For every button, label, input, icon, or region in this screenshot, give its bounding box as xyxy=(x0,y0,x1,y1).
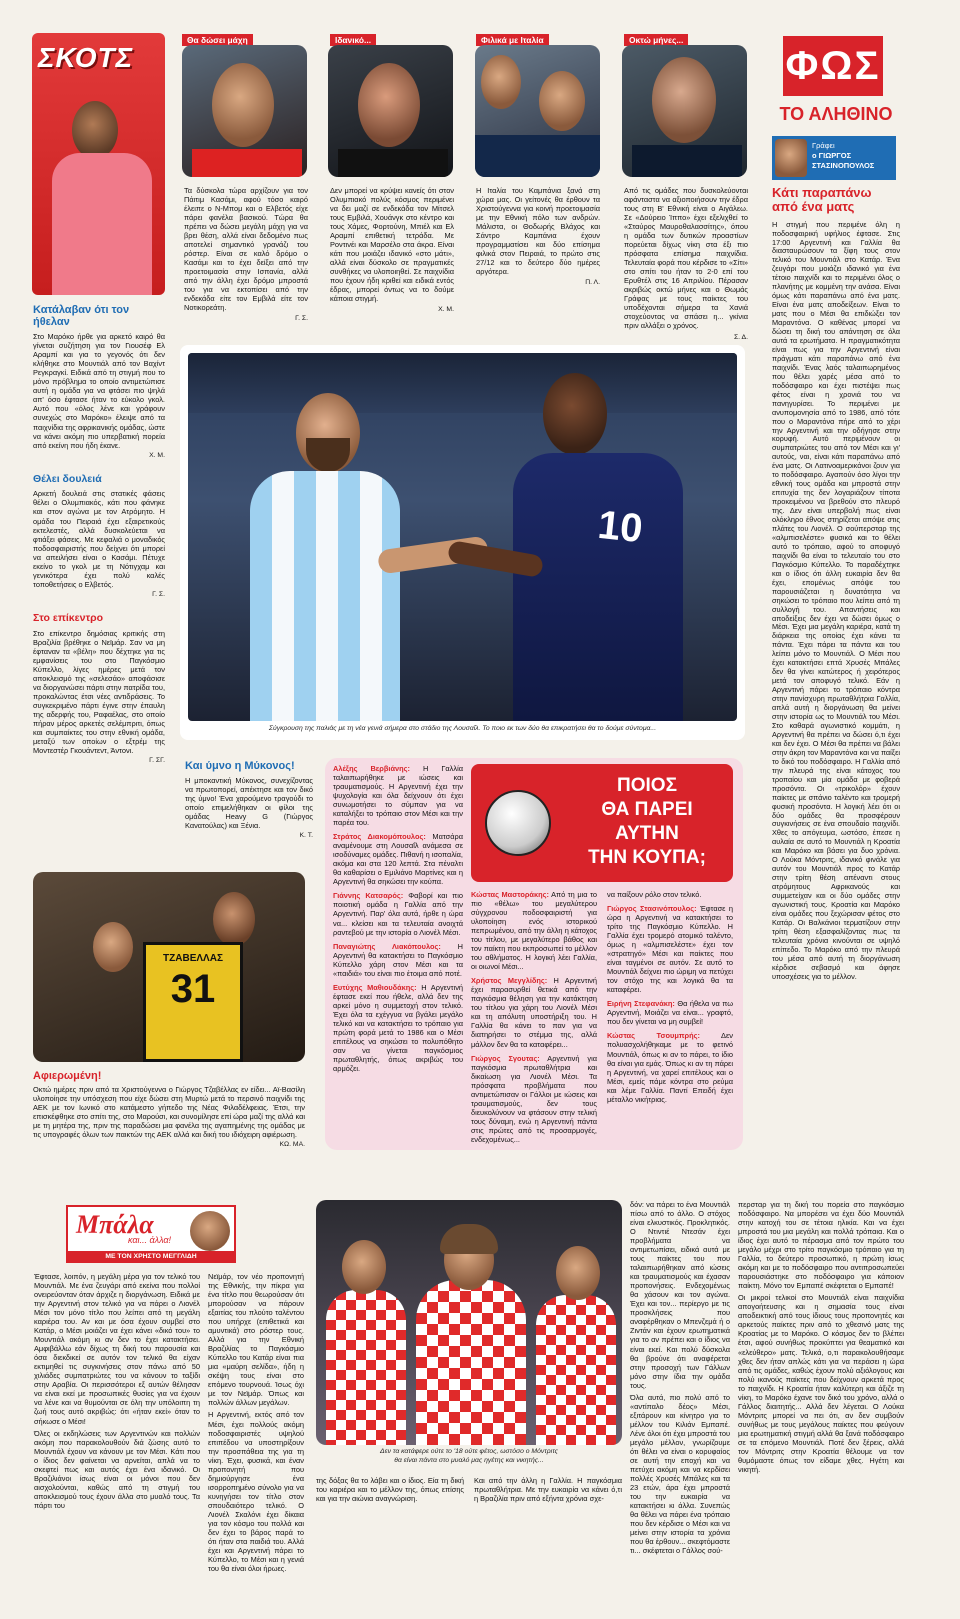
poll-opinion: Έφτασε η ώρα η Αργεντινή να κατακτήσει το τρίτο της Παγκόσμιο Κύπελλο. Η Γαλλία έχει τρομερό ατομικό ταλέντο, όμως η «αλμπισελέστε» έχει τον «στρατηγό» Μέσι και παίκτες που είναι ταγμένοι σε αυτόν. Σε αυτό το Μουντιάλ δείχνει πιο ώριμη να πετύχει τον στόχο της και λογικά θα τα καταφέρει. xyxy=(607,904,733,995)
girl-face xyxy=(93,922,133,972)
author-avatar xyxy=(775,139,807,177)
douleia-heading: Θέλει δουλειά xyxy=(33,472,102,485)
italy-jackets xyxy=(475,135,600,177)
poll-entry xyxy=(607,999,733,1026)
poll-name: Γιώργος Στασινόπουλος: xyxy=(607,904,697,914)
bottom-col1b-text: Όλες οι εκδηλώσεις των Αργεντινών και πολλών ακόμη που παρακολουθούν διά ζώσης αυτό το Μουντιάλ έχουν να κάνουν με τον Μέσι. Κάτι που ο ίδιος δεν φαίνεται να αρνείται, απλά να το σκεφτεί πως και αυτός έχει ένα ιδανικό. Οι Βραζιλιάνοι ίσως είναι οι μόνοι που δεν αισχολούνται, καθώς από τη στιγμή του αποκλεισμού τους έχουν άλλα στο μυαλό τους. Τα πάρτι του xyxy=(34,1428,200,1510)
player-right-kit xyxy=(536,1295,616,1445)
mitsel-face xyxy=(358,63,420,147)
epikentro-text: Στο επίκεντρο δημόσιας κριτικής στη Βραζιλία βρέθηκε ο Νεϊμάρ. Σαν να μη έφταναν τα «βέλη» που δέχτηκε για τις εμφανίσεις του στο Παγκόσμιο Κύπελλο, λίγες ημέρες μετά τον αποκλεισμό της «σελεσάο» αποφάσισε να διοργανώσει πάρτι στην πατρίδα του, προκαλώντας έτσι νέες αντιδράσεις. Το συγκεκριμένο πάρτι έγινε στην έπαυλη της αδερφής του, Ραφαέλας, στο οποίο πήραν μέρος αρκετές σελέμπριτι, όπως και συμπαίκτες του στην εθνική ομάδα, μεταξύ των οποίων ο εξτρέμ της Μοντεστέρ Γκουάντεντ, Άντονι. xyxy=(33,628,165,755)
bottom-col-5 xyxy=(738,1200,904,1477)
croatia-caption-1: Δεν τα κατάφερε ούτε το '18 ούτε φέτος, ωστόσο ο Μόντριτς xyxy=(380,1448,558,1455)
byline-line-2: ο ΓΙΩΡΓΟΣ xyxy=(812,151,852,160)
main-photo-frame xyxy=(180,345,745,740)
italy-face-1 xyxy=(481,55,521,109)
bottom-col3b-text: Και από την άλλη η Γαλλία. Η παγκόσμια πρωταθλήτρια. Με την ευκαιρία να κάνει ό,τι η Βραζιλία πριν από εξήντα χρόνια σχε- xyxy=(474,1476,622,1504)
afieromeni-text: Οκτώ ημέρες πριν από τα Χριστούγεννα ο Γιώργος Τζαβέλλας εν είδει... Αϊ-Βασίλη υλοποίησε την υπόσχεση που είχε δώσει στη Μυρτώ μετά το περσινό παιχνίδι της ΑΕΚ με τον Ιωνικό στο κατάμεστο γήπεδο της Νέας Φιλαδέλφειας. Έτσι, την επισκέφθηκε στο σπίτι της, στο Μαρούσι, και συνομίλησε επί ώρα μαζί της αλλά και με τη μητέρα της, πριν της παραδώσει μια φανέλα της αγαπημένης της ομάδας με τις υπογραφές όλων των παικτών της ΑΕΚ αλλά και δική του ιδιόχειρη αφιέρωση. xyxy=(33,1085,305,1140)
mykonos-heading: Και ύμνο η Μύκονος! xyxy=(185,760,295,772)
bottom-col-1 xyxy=(34,1272,200,1513)
douleia-signature: Γ. Σ. xyxy=(152,590,165,598)
ball-icon xyxy=(485,790,551,856)
italy-signature: Π. Λ. xyxy=(585,279,600,287)
byline-box xyxy=(772,136,896,180)
modric-hair xyxy=(440,1224,498,1254)
kasami-article xyxy=(184,186,308,324)
bottom-col4b-text: Όλα αυτά, πιο πολύ από το «αντίπαλο δέος» Μέσι, εξιτάρουν και κίνητρο για το μέλλον του Κιλιάν Εμπαπέ. Λένε όλοι ότι έχει μπροστά του μεγάλο μέλλον, γνωρίζουμε ότι θέλει να είναι ο κορυφαίος σε αυτή την εποχή και να πετύχει ακόμη και να κερδίσει πολλές Χρυσές Μπάλες και τα 23 ετών, άρα έχει μπροστά του την ευκαιρία να κατακτήσει κι άλλα. Συνεπώς θα θέλει να πάρει ένα τρόπαιο που δεν κέρδισε ο Μέσι και να μείνει στην ιστορία τα χρόνια που θα έρθουν... σκεφτόμαστε τι... σκέφτεται ο Γάλλος σού- xyxy=(630,1392,730,1556)
poll-opinion: Φαβορί και πιο ποιοτική ομάδα η Γαλλία από την Αργεντινή. Παρ' όλα αυτά, ήρθε η ώρα να... κλείσει και τα τελευταία ανοιχτά ραντεβού με την ιστορία ο Λιονέλ Μέσι. xyxy=(333,891,463,937)
poll-entry xyxy=(607,890,733,899)
douleia-text: Αρκετή δουλειά στις στατικές φάσεις θέλει ο Ολυμπιακός, κάτι που φάνηκε και στον αγώνα με τον Ατρόμητο. Η ομάδα του Πειραιά έχει εξαιρετικούς εκτελεστές, αλλά δυσκολεύεται να φτιάξει φάσεις. Με κεφαλιά ο μοναδικός ποδοσφαιριστής που δείχνει ότι μπορεί να απειλήσει είναι ο Κασάμι. Πέτυχε εκείνο το γκολ με τη Νότιγχαμ και γενικότερα έχει πολύ καλές τοποθετήσεις ο Ελβετός. xyxy=(33,489,165,589)
poll-title-4: ΤΗΝ ΚΟΥΠΑ; xyxy=(588,847,706,868)
poll-entry xyxy=(607,1031,733,1103)
mitsel-article xyxy=(330,186,454,315)
left-column xyxy=(33,304,165,765)
left-banner-photo xyxy=(32,33,165,295)
banner-title: ΣΚΟΤΣ xyxy=(38,42,134,73)
logo-strip: ΜΕ ΤΟΝ ΧΡΗΣΤΟ ΜΕΓΓΛΙΔΗ xyxy=(66,1251,236,1263)
mitsel-signature: Χ. Μ. xyxy=(438,306,454,314)
poll-entry xyxy=(607,904,733,994)
crowd-band xyxy=(188,353,737,413)
croatia-caption-2: θα είναι πάντα στο μυαλό μας ηγέτης και νικητής... xyxy=(394,1457,544,1464)
player-jersey xyxy=(52,153,152,295)
bottom-col1-text: Έφτασε, λοιπόν, η μεγάλη μέρα για τον τελικό του Μουντιάλ. Με ένα ζευγάρι από εκείνα που πολλοί ονειρεύονταν όταν άρχιζε η διοργάνωση. Ειδικά με την Αργεντινή στον τελικό για να πάρει ο Λιονέλ Μέσι τον μόνο τίτλο που λείπει από τη μεγάλη καριέρα του. Αν και με όσα έχουν συμβεί στο Κατάρ, ο Μέσι μοιάζει να έχει κάνει «δικό του» το Μουντιάλ ακόμη κι αν δεν το έχει κατακτήσει. Αμφιβάλλω εάν δίχως τη δική του παρουσία και όσα διεκδικεί σε αυτόν τον τελικό θα είχαν εκτιμηθεί τις συγκινήσεις στον πάνω από 50 χιλιάδες συμπατριώτες του να κάνουν το ταξίδι στην Αραβία. Οι περισσότεροι εξ αυτών θέλησαν να είναι εκεί με προσωπικές θυσίες για να έχουν να λένε και να θυμούνται σε όλη την υπόλοιπη τη ζωή τους αυτό ακριβώς: ότι «ήταν εκεί» όταν το σήκωσε ο Μέσι! xyxy=(34,1272,200,1426)
kasami-text: Τα δύσκολα τώρα αρχίζουν για τον Πάιτιμ Κασάμι, αφού τόσο καιρό έλειπε ο Ν-Μπομ και ο Ελβετός είχε πάρει φανέλα βασικού. Τώρα θα πρέπει να δώσει μεγάλη μάχη για να βρει θέση, αλλά είναι δεδομένο πως αποτελεί σημαντικό γρανάζι του ρόστερ. Είναι σε καλό δρόμο ο Κασάμι και το έχει δείξει από την προετοιμασία στην Ισπανία, αλλά από την άλλη έχει δρόμο μπροστά του για να εκτοπίσει από την ενδεκάδα είτε τον Εμβιλά είτε τον Νοτικορεάτη. xyxy=(184,186,308,313)
poll-entry xyxy=(333,832,463,886)
kasami-face xyxy=(212,63,274,147)
poll-entry xyxy=(333,983,463,1073)
poll-name: Γιάννης Κατσαρός: xyxy=(333,891,404,901)
poll-opinion: Θα ήθελα να πω Αργεντινή, Μοιάζει να είναι... γραφτό, που δεν γίνεται να μη συμβεί! xyxy=(607,999,733,1027)
jersey-number: 31 xyxy=(170,967,216,1012)
kasami-shirt xyxy=(192,149,302,177)
graffe-article xyxy=(624,186,748,342)
poll-banner xyxy=(471,764,733,882)
italy-text: Η Ιταλία του Καμπάνια ξανά στη χώρα μας. Οι γείτονές θα έρθουν τα Χριστούγεννα για κοινή προετοιμασία με την Εθνική πόλο των ανδρών. Μάλιστα, οι Θοδωρής Βλάχος και Σάντρο Καμπάνια έχουν προγραμματίσει και δύο επίσημα φιλικά στον Πειραιά, το πρώτο στις 27/12 και το δεύτερο δύο ημέρες αργότερα. xyxy=(476,186,600,277)
afieromeni-signature: ΚΩ. ΜΑ. xyxy=(279,1141,305,1149)
graffe-signature: Σ. Δ. xyxy=(733,333,748,341)
label-italy: Φιλικά με Ιταλία xyxy=(476,34,549,46)
right-column xyxy=(772,186,900,982)
byline-line-3: ΣΤΑΣΙΝΟΠΟΥΛΟΣ xyxy=(812,161,875,170)
poll-entry xyxy=(333,764,463,827)
kasami-photo xyxy=(182,45,307,177)
mitsel-jacket xyxy=(338,149,448,177)
italy-face-2 xyxy=(539,71,585,131)
kasami-signature: Γ. Σ. xyxy=(295,315,308,323)
poll-col-3 xyxy=(607,890,733,1104)
croatia-photo xyxy=(316,1200,622,1445)
poll-name: Γιώργος Σγουτας: xyxy=(471,1053,540,1063)
columnist-avatar xyxy=(190,1211,230,1251)
mbappe-head xyxy=(543,373,607,455)
poll-name: Ειρήνη Στεφανάκη: xyxy=(607,999,675,1009)
mitsel-text: Δεν μπορεί να κρύψει κανείς ότι στον Ολυμπιακό πολύς κόσμος περιμένει να δει μαζί σε ενδεκάδα τον Μίτσελ τους Εμβιλά, Χουάνγκ στο κέντρο και τους Χάμες, Φορτούνη, Μπιέλ και Ελ Αραμπί επιθετική τετράδα. Με Ροντινέι και Μαρσέλο στα άκρα. Είναι κάτι που μοιάζει ιδανικό «στο μάτι», αλλά είναι δύσκολο σε πραγματικές συνθήκες να υλοποιηθεί. Σε παιχνίδια που έχουν ήδη κριθεί και ειδικά εντός έδρας, μπορεί όντως να το δούμε κάποια στιγμή. xyxy=(330,186,454,304)
poll-entry xyxy=(471,976,597,1048)
graffe-face xyxy=(652,57,716,143)
poll-name: Κώστας Μαστοράκης: xyxy=(471,890,549,899)
mykonos-text: Η μποκαντική Μύκονος, συνεχίζοντας να πρωτοπορεί, απέκτησε και τον δικό της ύμνο! Ένα χαρούμενο τραγούδι το οποίο επιμελήθηκαν οι φίλοι της ομάδας Heavy G (Γιώργος Κανατούλας) και Ξένια. xyxy=(185,776,313,831)
main-photo-caption: Σύγκρουση της παλιάς με τη νέα γενιά σήμερα στο στάδιο της Λουσαΐλ. Το ποιο εκ των δύο θα επικρατήσει θα το δούμε σύντομα... xyxy=(268,725,657,732)
epikentro-heading: Στο επίκεντρο xyxy=(33,612,104,625)
column-logo xyxy=(66,1205,236,1263)
player-left-face xyxy=(342,1240,386,1294)
el-arabi-text: Στο Μαρόκο ήρθε για αρκετό καιρό θα γίνεται συζήτηση για τον Γιουσέφ Ελ Αραμπί και για το γεγονός ότι δεν κλήθηκε στο Μουντιάλ από τον Βαχίντ Ρεγκραγκί. Ειδικά από τη στιγμή που το μόνο πρόβλημα το οποίο αντιμετώπισε αυτή η ομάδα για να φτάσει πιο ψηλά απ' όσο έφτασε ήταν το εύκολο γκολ. Αυτό που «όλος λένε και γράφουν συνεχώς στο Μαρόκο» έλειψε από τα παιχνίδια της αφρικανικής ομάδας, ώστε να κάνει ακόμη πιο υπερβατική πορεία από εκείνη που ήδη έκανε. xyxy=(33,332,165,450)
poll-entry xyxy=(333,891,463,936)
bottom-col4-text: δόν: να πάρει το ένα Μουντιάλ πίσω από το άλλο. Ο στόχος είναι ελκυστικός. Προκλητικός. Ο Ντιντιέ Ντεσάν έχει προβλήματα να αντιμετωπίσει, ειδικά αυτά με τους παίκτες του που ταλαιπωρήθηκαν από ιώσεις και τραυματισμούς και έχασαν προπονήσεις. Ενδεχομένως θα χάσουν και τον αγώνα. Έχει και τον... περίεργο με τις προσκλήσεις που αναφέρθηκαν ο Μπενζεμά ή ο Ζιντάν και έχουν ερωτηματικά για το αν πρέπει και ο ίδιος να είναι εκεί. Και πολύ δύσκολα θα βρούνε ότι αναφέρεται στην προσοχή των Γάλλων μόνο στην ίδια την ομάδα τους. xyxy=(630,1200,730,1390)
poll-opinion: Η Αργεντινή έφτασε εκεί που ήθελε, αλλά δεν της αρκεί μόνο η συμμετοχή στον τελικό. Έχει όλα τα εχέγγυα να βγάλει μεγάλο τελικό και να κατακτήσει το τρόπαιο για πρώτη φορά μετά το 1986 και ο Μέσι επιτέλους να σηκώσει το πολυπόθητο σαν να γίνεται παγκόσμιος πρωταθλητής, όπως ακριβώς του αρμόζει. xyxy=(333,982,463,1073)
player-right-face xyxy=(556,1246,600,1300)
poll-opinion: Από τη μια το πιο «θέλω» του μεγαλύτερου σύγχρονου ποδοσφαιριστή για υλοποίηση ενός ιστορικού πεπρωμένου, από την άλλη η κάτοχος του τίτλου, με μεγαλύτερο βάθος και τον παίκτη που εκπροσωπεί το μέλλον του αθλήματος. Η λογική λέει Γαλλία, οι οιωνοί Μέσι... xyxy=(471,890,597,972)
poll-entry xyxy=(333,942,463,978)
el-arabi-signature: Χ. Μ. xyxy=(149,451,165,459)
player-left-kit xyxy=(326,1290,406,1445)
bottom-col5b-text: Οι μικροί τελικοί στο Μουντιάλ είναι παιχνίδια απογοήτευσης και η σημασία τους είναι αποδεικτική από τους ίδιους τους προπονητές και αρκετούς παίκτες πριν από το χθεσινό ματς της Κροατίας με το Μαρόκο. Ο κόσμος δεν το βλέπει έτσι, αφού συνήθως προκύπτει για θεαματικό και «ελεύθερο» ματς. Τελικά, ο,τι παρακολουθήσαμε χθες δεν ήταν απλώς κάτι για να περάσει η ώρα από τις ομάδες, καθώς έχουν πολύ αξιόλογους και πολύ ικανούς παίκτες που δείχνουν αρκετά προς το παιχνίδι. Η Κροατία ήταν καλύτερη και άξιζε τη νίκη, το Μαρόκο έχανε τον δικό του χρόνο, αλλά ο Γάλλος διαιτητής... Αλλά δεν λέγεται. Ο Λούκα Μόντριτς μπορεί να πει ότι, αν δεν συμβούν συνήθως με τους μεγάλους παίκτες που φεύγουν μια ερωτηματική στιγμή αλλά θα ξανά ποδόσφαιρο σε τα επόμενο Μουντιάλ. Ποτέ δεν ξέρεις, αλλά τον Μόντριτς στην Κροατία θέλουμε να τον θυμόμαστε όπως τον είδαμε χθες. Ηγέτη και νικητή. xyxy=(738,1293,904,1474)
poll-opinion: Η Αργεντινή θα κατακτήσει το Παγκόσμιο Κύπελλο χάρη στον Μέσι και τα «παιδιά» του είναι πιο έτοιμα από ποτέ. xyxy=(333,941,463,978)
jersey-name: ΤΖΑΒΕΛΛΑΣ xyxy=(163,953,223,964)
epikentro-signature: Γ. ΣΓ. xyxy=(149,757,165,765)
main-photo xyxy=(188,353,737,721)
poll-name: Αλέξης Βερβιάνης: xyxy=(333,764,410,773)
player-head xyxy=(72,101,118,159)
label-graffe: Οκτώ μήνες... xyxy=(624,34,688,46)
poll-col-1 xyxy=(333,764,463,1073)
poll-entry xyxy=(471,890,597,971)
label-mitsel: Ιδανικό... xyxy=(330,34,376,46)
el-arabi-heading: Κατάλαβαν ότι τον ήθελαν xyxy=(33,304,130,329)
mbappe-number: 10 xyxy=(595,502,645,552)
brand-logo: ΦΩΣ xyxy=(783,36,883,96)
graffe-text: Από τις ομάδες που δυσκολεύονται αφάνταστα να αξιοποιήσουν την έδρα τους στη Β' Εθνική είναι ο Αιγάλεω. Σε «Δούρειο Ίππο» έχει εξελιχθεί το «Σταύρος Μαυροθαλασσίτης», όπου η ομάδα των δυτικών προαστίων πορεύεται δίχως νίκη στα έξι πιο πρόσφατα επίσημα παιχνίδια. Τελευταία φορά που κέρδισε το «Σίτι» στο σπίτι του ήταν το 2-0 επί του Ερυθτέλ στις 16 Απριλίου. Πέρασαν ακριβώς οκτώ μήνες και ο Θωμάς Γράφας με τους παίκτες του υποδέχονται σήμερα τα Χανιά στοχεύοντας να σπάσει η... γκίνια πριν αλλάξει ο χρόνος. xyxy=(624,186,748,331)
mitsel-photo xyxy=(328,45,453,177)
poll-name: Ευτύχης Μαθιουδάκης: xyxy=(333,982,417,992)
mykonos-article xyxy=(185,760,313,841)
poll-title-2: ΘΑ ΠΑΡΕΙ xyxy=(601,799,693,820)
poll-opinion: να παίξουν ρόλο στον τελικό. xyxy=(607,890,702,899)
right-heading: Κάτι παραπάνω από ένα ματς xyxy=(772,185,872,215)
mbappe-jersey xyxy=(513,453,683,721)
italy-photo xyxy=(475,45,600,177)
bottom-col-3 xyxy=(316,1476,464,1506)
right-text: Η στιγμή που περιμένε όλη η ποδοσφαιρική υφήλιος έφτασε. Στις 17:00 Αργεντινή και Γαλλία θα διασταυρώσουν τα ξίφη τους στον τελικό του Μουντιάλ στο Κατάρ. Ένα ζευγάρι που μοιάζει ιδανικό για ένα τέτοιο παιχνίδι και το περιμένει όλος ο πλανήτης με κομμένη την ανάσα. Είναι όμως κάτι παραπάνω από ένα ματς. Είναι ένα ματς αποδείξεων. Είναι το ματς που ο Μέσι θα επιδιώξει τον Μαραντόνα. Ο καθένας μπορεί να δώσει τη δική του απάντηση σε όλα αυτά τα ερωτήματα. Η πραγματικότητα είναι πως για την Αργεντινή είναι πράγματι κάτι παραπάνω από ένα παιχνίδι. Ένας λαός ταλαιπωρημένος που θέλει χαρές μέσα από το ποδόσφαιρο και έχει πιστέψει πως φέτος είναι η χρονιά του να πανηγυρίσει. Το περιμένει με ανυπομονησία από το 1986, από τότε που ο Μαραντόνα πήρε από το χέρι την Αργεντινή και την οδήγησε στην κορυφή. Αυτό περιμένουν οι συμπατριώτες του από τον Μέσι και γι' αυτούς, ναι, είναι κάτι παραπάνω από ένα ματς. Οι Λατινοαμερικάνοι ζουν για το ποδόσφαιρο. Αγαπούν όσο λίγοι την εθνική τους ομάδα και μπροστά στην επιτυχία της δεν λογαριάζουν τίποτα προκειμένου να βρεθούν στο πλευρό της. Δεν είναι υπερβολή πως είναι ολόκληρο έθνος στηρίζεται απόψε στις πλάτες του Λιονέλ. Ο σούπερσταρ της «αλμπισελέστε» φυσικά και το θέλει αυτό το τρόπαιο, αφού το αποφυγό παιχνίδι θα είναι το τελευταίο του στο Παγκόσμιο Κύπελλο. Το παραδέχτηκε και ο ίδιος ότι άλλη ευκαιρία δεν θα έχει, επομένως απόψε του παρουσιάζεται η δυνατότητα να σηκώσει το τρόπαιο που λείπει από τη συλλογή του. Απαντήσεις και αποδείξεις δεν έχει να δώσει όμως ο Μέσι. Έχει μια μεγάλη καριέρα, κατά τη διάρκεια της οποίας έχει κάνει τα πάντα. Έχει πάρει τα πάντα και του λείπει μόνο το Μουντιάλ. Ο Μέσι που έχει κατακτήσει επτά Χρυσές Μπάλες δεν θα γίνει κατώτερος ή χειρότερος μετά τον αποφυγό τελικό. Εάν η Αργεντινή πάρει το τρόπαιο κόντρα στην πανίσχυρη πρωταθλήτρια Γαλλία, απλά αυτή η διοργάνωση θα μείνει στην ιστορία ως το Μουντιάλ του Μέσι. Στο καθαρά αγωνιστικό κομμάτι, η Αργεντινή θα πρέπει να δώσει ό,τι έχει και δεν έχει. Ο Μέσι θα πρέπει να βάλει στην άκρη τον Μαραντόνα και να παίξει το δικό του ποδόσφαιρο. Η Γαλλία από την πλευρά της είναι κάτοχος του τροπαίου και μία ομάδα με φοβερά προσόντα. Οι «τρικολόρ» έχουν παίκτες με σπάνιο ταλέντο και τρομερή φυσική προσόντα. Η λογική λέει ότι οι δύο ομάδες θα προσφέρουν συγκινήσεις σε ένα σπουδαίο παιχνίδι. Χθες το απόγευμα, ωστόσο, έπεσε η αυλαία σε αυτό το Μουντιάλ η Κροατία και Μαρόκο και βάσει για δυο χρόνια. Ο Λούκα Μόντριτς, ιδανικό φινάλε για αυτόν του Μουντιάλ προς το Κατάρ στην τρίτη θέση απέναντι στους ατρόμητους Αφρικανούς και συμμετείχαν και οι δύο ομάδες στην αγωνιστική τους. Κροατία και Μαρόκο είναι ομάδες που ξεχώρισαν φέτος στο Κατάρ. Οι Βαλκάνιοι τερματίζουν στην τρίτη θέση εξασφαλίζοντας πως τα τελευταία χρόνια κινούνται σε υψηλό επίπεδο. Το Μαρόκο από την πλευρά του μέσα από αυτή τη διοργάνωση κέρδισε σεβασμό και άφησε υποσχέσεις για το μέλλον. xyxy=(772,219,900,981)
messi-jersey xyxy=(250,471,400,721)
poll-col-2 xyxy=(471,890,597,1144)
afieromeni-article xyxy=(33,1070,305,1150)
bottom-col-3b xyxy=(474,1476,622,1506)
jersey-yellow xyxy=(143,942,243,1062)
brand-subtitle: ΤΟ ΑΛΗΘΙΝΟ xyxy=(779,104,893,124)
poll-opinion: Αργεντινή για παγκόσμια πρωταθλήτρια και δικαίωση για Λιονέλ Μέσι. Τα πρόσφατα προβλήματα που αντιμετώπισαν οι Γάλλοι με ιώσεις και τραυματισμούς, δεν τους διευκολύνουν να φτάσουν στην τελική τους δύναμη, ενώ η Αργεντινή πάντα στις πρώτες από τις προσαρμογές, ενδεχομένως... xyxy=(471,1053,597,1144)
poll-title-1: ΠΟΙΟΣ xyxy=(617,775,677,796)
logo-subtitle: και... άλλα! xyxy=(128,1235,172,1245)
bottom-col5-text: περσταρ για τη δική του πορεία στο παγκόσμιο ποδόσφαιρο. Να μπορέσει να έχει δύο Μουντιάλ στην κατοχή του σε τέτοια ηλικία. Και να έχει μπροστά του μια μεγάλη και πολλά τρόπαια. Και ο ίδιος έχει αυτό το πέρασμα από τον πρώτο του μεγάλο μέχρι στο τρίτο παγκόσμιο τρόπαιο για τη Γαλλία, το δεύτερο προσωπικό, η πρώτη ίσως ακόμη και με το ποδόσφαιρο που αντιπροσωπεύει παρουσιάστηκε στο ποδόσφαιρο για κάποιον παίκτη. Μόνο τον Εμπαπέ σκέφτεται ο Εμπαπέ! xyxy=(738,1200,904,1291)
poll-opinion: Δεν πολυασχολήθηκαμε με το φετινό Μουντιάλ, όπως κι αν το πάρει, το ίδιο θα είναι για εμάς. Όπως κι αν τη πάρει η Αργεντινή, να χαρεί επιτέλους και ο Μέσι, εμείς πάμε κόντρα στο ρεύμα και λέμε Γαλλία. Παντί Επειδή έχει μέταλλο νικήτριας. xyxy=(607,1031,733,1104)
graffe-jacket xyxy=(632,145,742,177)
bottom-col3-text: της δόξας θα το λάβει και ο ίδιος. Εία τη δική του καριέρα και το μέλλον της, όπως επίσης και για την αιώνια αναγνώριση. xyxy=(316,1476,464,1504)
logo-title: Μπάλα xyxy=(76,1210,154,1239)
poll-opinion: Ματσάρα αναμένουμε στη Λουσαΐλ ανάμεσα σε ισοδύναμες ομάδες. Πιθανή η ισοπαλία, ακόμα και στα 120 λεπτά. Στα πέναλτι θα καθαρίσει ο Εμιλιάνο Μαρτίνες και η Αργεντινή θα σηκώσει την κούπα. xyxy=(333,832,463,887)
poll-box xyxy=(325,758,743,1150)
tzavellas-photo xyxy=(33,872,305,1062)
poll-opinion: Η Αργεντινή έχει παρασυρθεί θετικά από την παγκόσμια θέληση για την κατάκτηση του τίτλου για χάρη του Λιονέλ Μέσι και τη απόλυτη υποστήριξη του. Η Γαλλία θα κάνει το παν για να διατηρήσει το στέμμα της, αλλά μάλλον δεν θα τα καταφέρει... xyxy=(471,976,597,1049)
graffe-photo xyxy=(622,45,747,177)
poll-name: Στράτος Διακομόπουλος: xyxy=(333,832,426,842)
poll-name: Κώστας Τσουμπρής: xyxy=(607,1031,700,1041)
bottom-col-4 xyxy=(630,1200,730,1558)
poll-title-3: ΑΥΤΗΝ xyxy=(615,823,679,844)
bottom-col-2 xyxy=(208,1272,304,1576)
tzavellas-face xyxy=(213,892,255,946)
bottom-col2b-text: Η Αργεντινή, εκτός από τον Μέσι, έχει πολλούς ακόμη ποδοσφαιριστές υψηλού επιπέδου να υποστηρίξουν την προσπάθεια της για τη νίκη. Έχει, φυσικά, και έναν προπονητή που δημιούργησε ένα ισορροπημένο σύνολο για να κυνηγήσει τον τίτλο στον σπουδαιότερο τελικό. Ο Λιονέλ Σκαλόνι έχει δίκαια για τον κόσμο του πολλά και δεν έχει το βάρος παρά το ότι ήταν στα παιδιά του. Αλλά έχει και Αργεντινή πάρει το Κύπελλο, το Μέσι και η γενιά του θα είναι όλοι ήρωες. xyxy=(208,1410,304,1573)
bottom-col2-text: Νεϊμάρ, τον νέο προπονητή της Εθνικής, την πίκρα για ένα τίτλο που θεωρούσαν ότι μπορούσαν να πάρουν εξαιτίας του πλούτο ταλέντου που υπήρχε (επιθετικά και αμυντικά) στο ρόστερ τους. Αλλά για την Εθνική Βραζιλίας το Παγκόσμιο Κύπελλο του Κατάρ είναι πια μια «μαύρη σελίδα», ήδη η σκέψη τους είναι στο επόμενο τουρνουά. Ίσως όχι με τον Νεϊμάρ. Όπως και πολλών άλλων μεγάλων. xyxy=(208,1272,304,1408)
label-kasami: Θα δώσει μάχη xyxy=(182,34,253,46)
poll-entry xyxy=(471,1054,597,1144)
byline-line-1: Γράφει xyxy=(812,141,835,150)
poll-name: Χρήστος Μεγγλίδης: xyxy=(471,976,548,986)
mykonos-signature: Κ. Τ. xyxy=(299,832,313,840)
afieromeni-heading: Αφιερωμένη! xyxy=(33,1070,102,1082)
modric-kit xyxy=(416,1280,526,1445)
poll-name: Παναγιώτης Λιακόπουλος: xyxy=(333,941,441,951)
poll-opinion: Η Γαλλία ταλαιπωρήθηκε με ιώσεις και τραυματισμούς. Η Αργεντινή έχει την ψυχολογία και όλα δείχνουν ότι έχει συνωμοτήσει το σύμπαν για να καταλήξει το τρόπαιο στον Μέσι και την παρέα του. xyxy=(333,764,463,828)
italy-article xyxy=(476,186,600,288)
